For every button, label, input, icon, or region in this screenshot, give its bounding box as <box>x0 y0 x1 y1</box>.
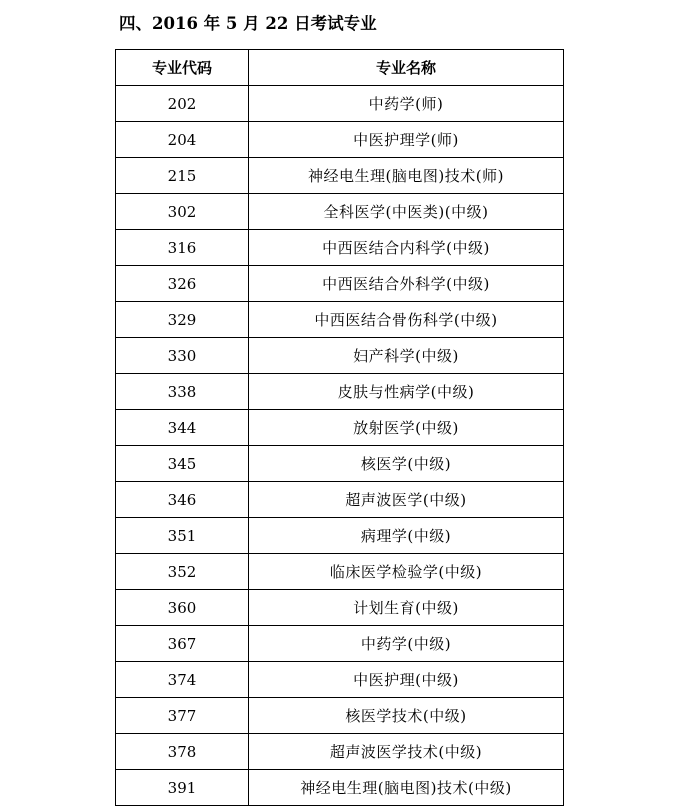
table-row <box>116 266 564 302</box>
name-cell: 病理学(中级) <box>249 518 564 554</box>
name-cell: 放射医学(中级) <box>249 410 564 446</box>
table-row <box>116 410 564 446</box>
code-cell: 330 <box>116 338 249 374</box>
name-cell: 中医护理学(师) <box>249 122 564 158</box>
code-cell: 338 <box>116 374 249 410</box>
majors-table <box>115 49 564 806</box>
name-cell: 中药学(师) <box>249 86 564 122</box>
name-cell: 神经电生理(脑电图)技术(师) <box>249 158 564 194</box>
table-row <box>116 122 564 158</box>
code-cell: 345 <box>116 446 249 482</box>
code-cell: 344 <box>116 410 249 446</box>
code-cell: 374 <box>116 662 249 698</box>
name-cell: 中西医结合骨伤科学(中级) <box>249 302 564 338</box>
code-cell: 329 <box>116 302 249 338</box>
name-cell: 计划生育(中级) <box>249 590 564 626</box>
table-header-row <box>116 50 564 86</box>
table-row <box>116 338 564 374</box>
table-row <box>116 374 564 410</box>
section-heading: 四、2016 年 5 月 22 日考试专业 <box>119 14 377 33</box>
table-row <box>116 302 564 338</box>
table-row <box>116 86 564 122</box>
table-row <box>116 554 564 590</box>
table-row <box>116 518 564 554</box>
header-code: 专业代码 <box>116 50 249 86</box>
name-cell: 中医护理(中级) <box>249 662 564 698</box>
table-row <box>116 662 564 698</box>
code-cell: 367 <box>116 626 249 662</box>
table-row <box>116 734 564 770</box>
header-name: 专业名称 <box>249 50 564 86</box>
table-row <box>116 158 564 194</box>
code-cell: 326 <box>116 266 249 302</box>
table-row <box>116 230 564 266</box>
name-cell: 超声波医学(中级) <box>249 482 564 518</box>
name-cell: 超声波医学技术(中级) <box>249 734 564 770</box>
name-cell: 皮肤与性病学(中级) <box>249 374 564 410</box>
code-cell: 346 <box>116 482 249 518</box>
table-row <box>116 698 564 734</box>
code-cell: 204 <box>116 122 249 158</box>
name-cell: 中西医结合内科学(中级) <box>249 230 564 266</box>
name-cell: 核医学技术(中级) <box>249 698 564 734</box>
code-cell: 391 <box>116 770 249 806</box>
code-cell: 377 <box>116 698 249 734</box>
name-cell: 全科医学(中医类)(中级) <box>249 194 564 230</box>
table-row <box>116 626 564 662</box>
code-cell: 302 <box>116 194 249 230</box>
code-cell: 378 <box>116 734 249 770</box>
name-cell: 临床医学检验学(中级) <box>249 554 564 590</box>
table-body <box>116 86 564 806</box>
table-row <box>116 590 564 626</box>
name-cell: 中药学(中级) <box>249 626 564 662</box>
code-cell: 316 <box>116 230 249 266</box>
name-cell: 中西医结合外科学(中级) <box>249 266 564 302</box>
table-row <box>116 194 564 230</box>
code-cell: 215 <box>116 158 249 194</box>
name-cell: 核医学(中级) <box>249 446 564 482</box>
name-cell: 妇产科学(中级) <box>249 338 564 374</box>
table-row <box>116 770 564 806</box>
code-cell: 202 <box>116 86 249 122</box>
table-row <box>116 446 564 482</box>
name-cell: 神经电生理(脑电图)技术(中级) <box>249 770 564 806</box>
table-row <box>116 482 564 518</box>
code-cell: 360 <box>116 590 249 626</box>
code-cell: 352 <box>116 554 249 590</box>
code-cell: 351 <box>116 518 249 554</box>
